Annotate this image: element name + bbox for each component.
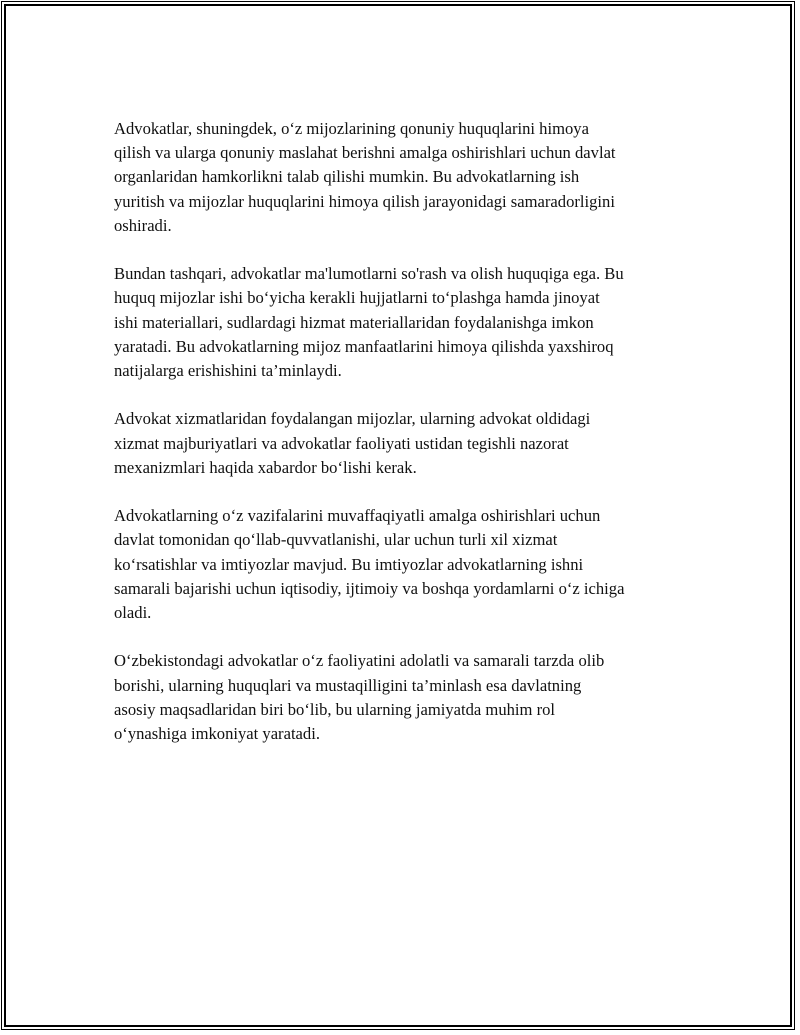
paragraph-3: Advokat xizmatlaridan foydalangan mijozlar, ularning advokat oldidagi xizmat majburiyatlari va advokatlar faoliyati ustidan tegishli nazorat mexanizmlari haqida xabardor bo‘lishi kerak.: [114, 409, 591, 477]
document-body: [114, 117, 689, 770]
paragraph-5: O‘zbekistondagi advokatlar o‘z faoliyatini adolatli va samarali tarzda olib borishi, ularning huquqlari va mustaqilligini ta’minlash esa davlatning asosiy maqsadlaridan biri bo‘lib, bu ularning jamiyatda muhim rol o‘ynashiga imkoniyat yaratadi.: [114, 651, 605, 744]
paragraph-1: Advokatlar, shuningdek, o‘z mijozlarining qonuniy huquqlarini himoya qilish va ularga qonuniy maslahat berishni amalga oshirishlari uchun davlat organlaridan hamkorlikni talab qilishi mumkin. Bu advokatlarning ish yuritish va mijozlar huquqlarini himoya qilish jarayonidagi samaradorligini oshiradi.: [114, 119, 616, 235]
paragraph-2: Bundan tashqari, advokatlar ma'lumotlarni so'rash va olish huquqiga ega. Bu huquq mijozlar ishi bo‘yicha kerakli hujjatlarni to‘plashga hamda jinoyat ishi materiallari, sudlardagi hizmat materiallaridan foydalanishga imkon yaratadi. Bu advokatlarning mijoz manfaatlarini himoya qilishda yaxshiroq natijalarga erishishini ta’minlaydi.: [114, 264, 624, 381]
paragraph-4: Advokatlarning o‘z vazifalarini muvaffaqiyatli amalga oshirishlari uchun davlat tomonidan qo‘llab-quvvatlanishi, ular uchun turli xil xizmat ko‘rsatishlar va imtiyozlar mavjud. Bu imtiyozlar advokatlarning ishni samarali bajarishi uchun iqtisodiy, ijtimoiy va boshqa yordamlarni o‘z ichiga oladi.: [114, 506, 625, 623]
